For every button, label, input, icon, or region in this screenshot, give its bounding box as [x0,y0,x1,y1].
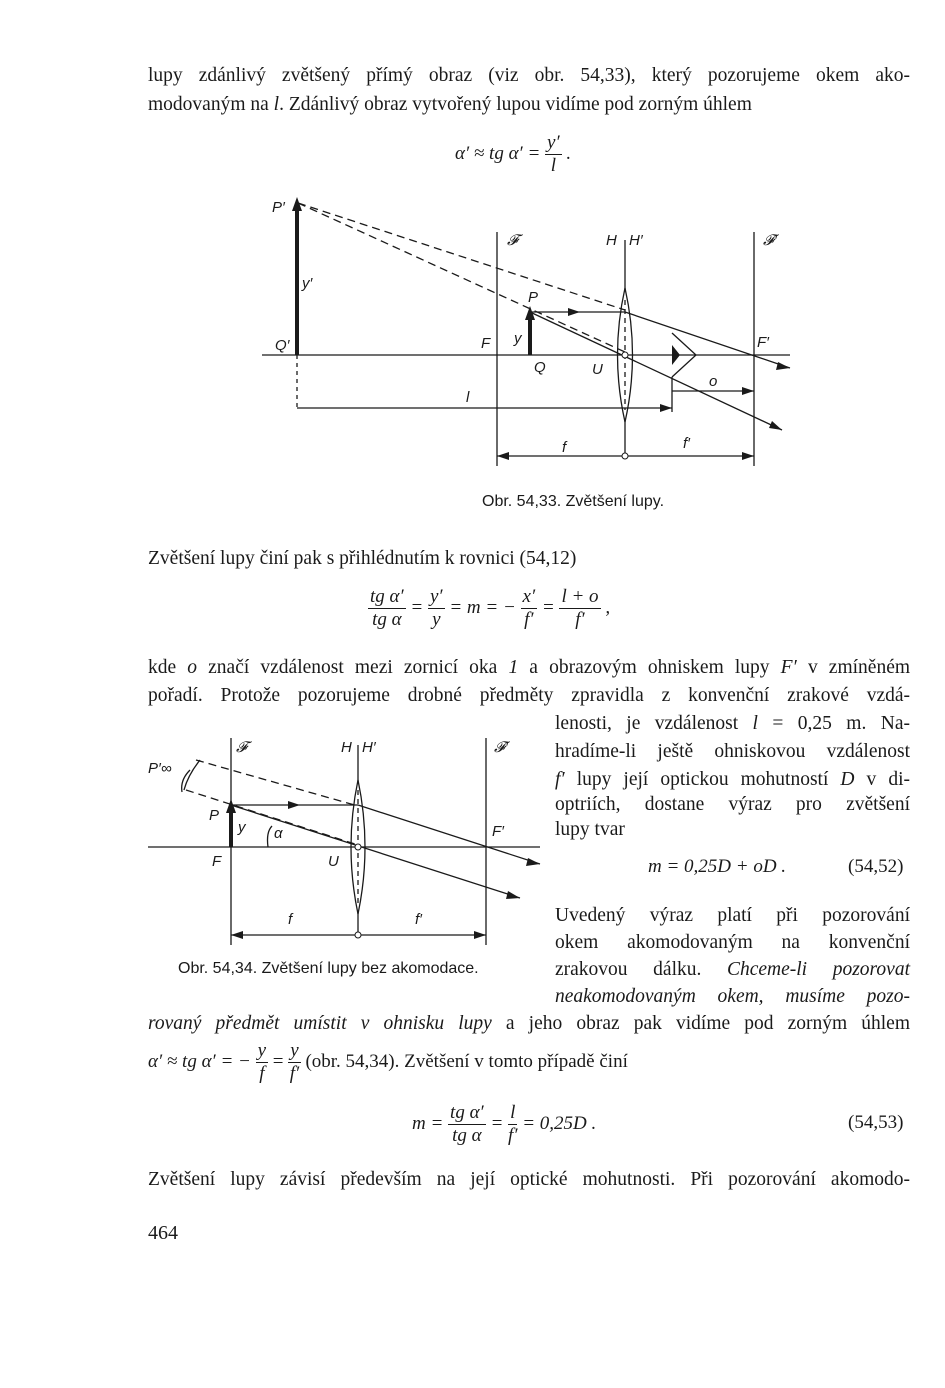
label-H-prime: H′ [362,739,376,756]
label-f-prime: f′ [415,911,422,928]
label-P: P [209,807,220,824]
text-line: kde o značí vzdálenost mezi zornicí oka 1 a obrazovým ohniskem lupy F′ v zmíněném [148,657,911,678]
text: lupy zdánlivý zvětšený přímý obraz (viz obr. 54,33), který pozorujeme okem ako- [148,65,910,86]
label-f: f [288,911,293,928]
text-line: Uvedený výraz platí při pozorování [555,905,910,926]
text-line: zrakovou dálku. Chceme-li pozorovat [555,959,910,980]
equation-number: (54,53) [848,1112,904,1133]
label-Q: Q [534,359,546,376]
text-line: pořadí. Protože pozorujeme drobné předměty zpravidla z konvenční zrakové vzdá- [148,685,910,706]
eq-lhs: α′ ≈ tg α′ = [455,142,541,164]
equation-54-52: m = 0,25D + oD . [648,856,787,877]
figure-caption: Obr. 54,33. Zvětšení lupy. [482,493,665,510]
label-H-prime: H′ [629,232,643,249]
label-focal-plane-prime: 𝓕′ [763,232,777,249]
text-line: optriích, dostane výraz pro zvětšení [555,794,910,815]
text-line: okem akomodovaným na konvenční [555,932,910,953]
label-alpha: α [274,825,283,842]
text-line: Zvětšení lupy činí pak s přihlédnutím k rovnici (54,12) [148,548,577,569]
text-line: f′ lupy její optickou mohutností D v di- [555,769,910,790]
label-P-prime: P′ [272,199,285,216]
label-focal-plane-prime: 𝓕′ [494,739,508,756]
text-line: Zvětšení lupy závisí především na její optické mohutnosti. Při pozorování akomodo- [148,1169,910,1190]
label-l: l [466,389,470,406]
label-H: H [606,232,617,249]
text-line: lenosti, je vzdálenost l = 0,25 m. Na- [555,713,910,734]
label-U: U [328,853,339,870]
label-o: o [709,373,718,390]
text-line: rovaný předmět umístit v ohnisku lupy a jeho obraz pak vidíme pod zorným úhlem [148,1013,911,1034]
equation-magnification: $\frac{\text{tg α′}}{\text{tg α}}$ = $\frac{y'}{y}$ = m = − $\frac{x'}{f'}$ = $\frac{l + o}{f'}$ , [370,586,611,630]
text: . Zdánlivý obraz vytvořený lupou vidíme pod zorným úhlem [279,94,752,115]
text-line: hradíme-li ještě ohniskovou vzdálenost [555,741,910,762]
label-f: f [562,439,567,456]
label-Q-prime: Q′ [275,337,290,354]
fraction: $\frac{y'}{l}$ [547,132,560,176]
equation: α′ ≈ tg α′ = $\frac{y'}{l}$ . [455,132,572,176]
label-f-prime: f′ [683,435,690,452]
label-F: F [481,335,491,352]
label-y: y [514,330,522,347]
equation-number: (54,52) [848,856,904,877]
label-focal-plane: 𝓕 [507,232,519,249]
text-line-equation: α′ ≈ tg α′ = − $\frac{y}{f}$ = $\frac{y}{f'}$ (obr. 54,34). Zvětšení v tomto případě činí [148,1040,628,1084]
label-focal-plane: 𝓕 [236,739,248,756]
label-F: F [212,853,222,870]
label-H: H [341,739,352,756]
equation-54-53: m = $\frac{\text{tg α′}}{\text{tg α}}$ = $\frac{l}{f'}$ = 0,25D . [412,1102,597,1146]
text-line: neakomodovaným okem, musíme pozo- [555,986,910,1007]
label-F-prime: F′ [757,334,769,351]
label-U: U [592,361,603,378]
label-P-infinity: P′∞ [148,760,172,777]
label-F-prime: F′ [492,823,504,840]
label-P: P [528,289,539,306]
label-y-prime: y′ [302,275,313,292]
label-y: y [238,819,246,836]
page-number: 464 [148,1222,178,1244]
figure-caption: Obr. 54,34. Zvětšení lupy bez akomodace. [178,960,479,977]
text: modovaným na [148,94,274,115]
text-line: lupy tvar [555,819,625,840]
variable: l [273,94,280,115]
